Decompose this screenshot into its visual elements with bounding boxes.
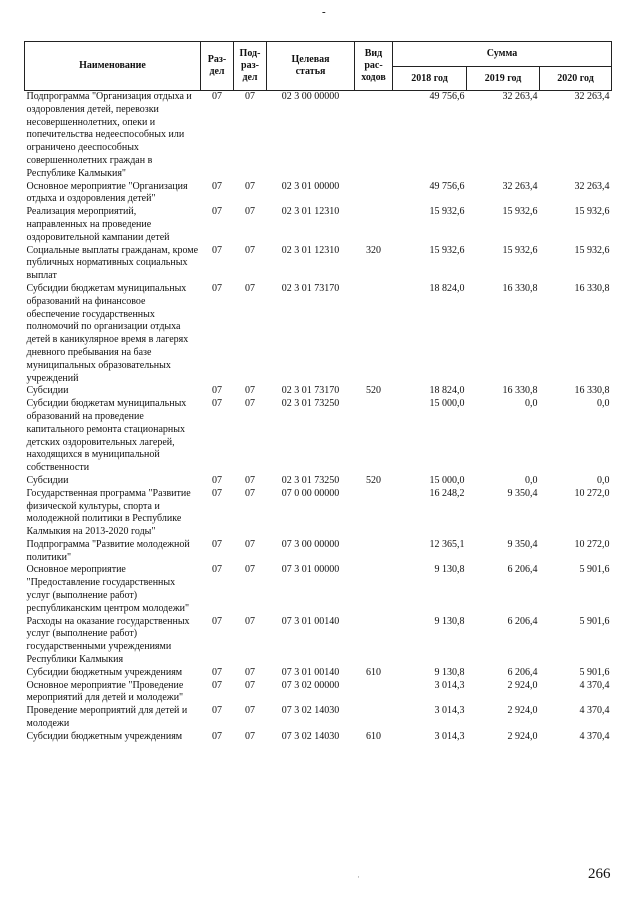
- row-razdel: 07: [212, 180, 222, 192]
- row-vid-rashodov: [355, 398, 393, 475]
- row-vid-rashodov: [355, 616, 393, 667]
- table-row: [25, 385, 612, 398]
- row-sum-2018: 3 014,3: [434, 730, 465, 742]
- row-razdel: 07: [212, 730, 222, 742]
- row-razdel: 07: [212, 474, 222, 486]
- row-sum-2018: 18 824,0: [429, 385, 465, 397]
- row-celevaya-statya: 02 3 01 73250: [281, 398, 340, 410]
- row-celevaya-statya: 07 3 00 00000: [281, 538, 340, 550]
- table-row: [25, 398, 612, 475]
- row-razdel: 07: [212, 615, 222, 627]
- header-year-2018: 2018 год: [393, 67, 467, 91]
- row-vid-rashodov: [355, 283, 393, 385]
- header-vid-rashodov: Вид рас- ходов: [355, 42, 393, 91]
- row-sum-2018: 15 000,0: [429, 474, 465, 486]
- table-row: [25, 539, 612, 565]
- row-sum-2020: 4 370,4: [579, 730, 610, 742]
- row-sum-2019: 9 350,4: [507, 538, 538, 550]
- row-podrazdel: 07: [245, 385, 255, 397]
- row-name: Основное мероприятие "Проведение мероприятий для детей и молодежи": [26, 679, 184, 704]
- header-name: Наименование: [25, 42, 201, 91]
- row-sum-2020: 5 901,6: [579, 564, 610, 576]
- row-name: Подпрограмма "Организация отдыха и оздоровления детей, перевозки несовершеннолетних, опеки и попечительства недееспособных или ограничено дееспособных совершеннолетних граждан в Республике Калмыкия": [26, 91, 192, 179]
- row-podrazdel: 07: [245, 730, 255, 742]
- header-year-2020: 2020 год: [540, 67, 612, 91]
- row-podrazdel: 07: [245, 282, 255, 294]
- row-vid-rashodov: [355, 488, 393, 539]
- row-celevaya-statya: 02 3 01 00000: [281, 180, 340, 192]
- table-row: [25, 206, 612, 244]
- table-header: [25, 42, 612, 91]
- row-razdel: 07: [212, 206, 222, 218]
- row-name: Расходы на оказание государственных услуг (выполнение работ) государственными учреждениями Республики Калмыкия: [26, 615, 190, 666]
- row-name: Субсидии: [26, 385, 69, 397]
- table-row: [25, 705, 612, 731]
- row-sum-2020: 4 370,4: [579, 705, 610, 717]
- page-number: 266: [588, 866, 611, 882]
- row-razdel: 07: [212, 385, 222, 397]
- row-razdel: 07: [212, 666, 222, 678]
- row-sum-2020: 15 932,6: [574, 244, 610, 256]
- row-razdel: 07: [212, 705, 222, 717]
- row-celevaya-statya: 07 3 01 00140: [281, 615, 340, 627]
- row-sum-2019: 15 932,6: [502, 244, 538, 256]
- row-sum-2020: 5 901,6: [579, 666, 610, 678]
- row-sum-2019: 32 263,4: [502, 91, 538, 102]
- row-sum-2019: 2 924,0: [507, 679, 538, 691]
- row-podrazdel: 07: [245, 474, 255, 486]
- row-razdel: 07: [212, 244, 222, 256]
- header-summa: Сумма: [393, 42, 612, 67]
- row-podrazdel: 07: [245, 679, 255, 691]
- row-vid-rashodov: [355, 564, 393, 615]
- row-name: Основное мероприятие "Организация отдыха и оздоровления детей": [26, 180, 188, 205]
- row-sum-2018: 15 932,6: [429, 206, 465, 218]
- row-vid-rashodov: 610: [366, 666, 381, 678]
- row-razdel: 07: [212, 398, 222, 410]
- table-row: [25, 488, 612, 539]
- row-podrazdel: 07: [245, 538, 255, 550]
- row-sum-2020: 32 263,4: [574, 180, 610, 192]
- row-vid-rashodov: 320: [366, 244, 381, 256]
- row-sum-2019: 6 206,4: [507, 615, 538, 627]
- row-celevaya-statya: 07 3 01 00000: [281, 564, 340, 576]
- row-sum-2018: 9 130,8: [434, 564, 465, 576]
- row-sum-2019: 6 206,4: [507, 564, 538, 576]
- row-razdel: 07: [212, 282, 222, 294]
- row-sum-2019: 0,0: [525, 398, 538, 410]
- row-podrazdel: 07: [245, 705, 255, 717]
- row-podrazdel: 07: [245, 206, 255, 218]
- row-sum-2018: 49 756,6: [429, 180, 465, 192]
- row-sum-2020: 0,0: [597, 474, 610, 486]
- table-row: [25, 564, 612, 615]
- row-sum-2019: 6 206,4: [507, 666, 538, 678]
- row-name: Подпрограмма "Развитие молодежной политики": [26, 538, 190, 563]
- row-celevaya-statya: 02 3 01 12310: [281, 206, 340, 218]
- row-vid-rashodov: [355, 680, 393, 706]
- row-name: Субсидии бюджетам муниципальных образований на финансовое обеспечение государственных полномочий по организации отдыха детей в каникулярное время в лагерях дневного пребывания на базе муниципальных образовательных учреждений: [26, 282, 189, 384]
- table-body: [25, 91, 612, 744]
- row-sum-2020: 16 330,8: [574, 282, 610, 294]
- header-year-2019: 2019 год: [467, 67, 540, 91]
- row-name: Государственная программа "Развитие физической культуры, спорта и молодежной политики в Республике Калмыкия на 2013-2020 годы": [26, 487, 191, 538]
- row-sum-2019: 2 924,0: [507, 705, 538, 717]
- row-sum-2018: 16 248,2: [429, 487, 465, 499]
- row-celevaya-statya: 02 3 01 73250: [281, 474, 340, 486]
- table-row: [25, 616, 612, 667]
- budget-table: [24, 41, 612, 744]
- row-sum-2018: 12 365,1: [429, 538, 465, 550]
- row-celevaya-statya: 02 3 01 73170: [281, 282, 340, 294]
- row-celevaya-statya: 02 3 01 73170: [281, 385, 340, 397]
- row-sum-2020: 15 932,6: [574, 206, 610, 218]
- row-razdel: 07: [212, 538, 222, 550]
- row-vid-rashodov: 520: [366, 474, 381, 486]
- row-sum-2019: 15 932,6: [502, 206, 538, 218]
- row-vid-rashodov: 520: [366, 385, 381, 397]
- row-sum-2020: 16 330,8: [574, 385, 610, 397]
- row-podrazdel: 07: [245, 180, 255, 192]
- row-sum-2019: 0,0: [525, 474, 538, 486]
- row-sum-2018: 18 824,0: [429, 282, 465, 294]
- row-vid-rashodov: [355, 181, 393, 207]
- table-row: [25, 680, 612, 706]
- row-celevaya-statya: 07 3 02 14030: [281, 705, 340, 717]
- header-razdel: Раз- дел: [201, 42, 234, 91]
- row-name: Основное мероприятие "Предоставление государственных услуг (выполнение работ) республиканским центром молодежи": [26, 564, 190, 614]
- row-sum-2020: 32 263,4: [574, 91, 610, 102]
- row-podrazdel: 07: [245, 615, 255, 627]
- row-sum-2018: 49 756,6: [429, 91, 465, 102]
- row-podrazdel: 07: [245, 564, 255, 576]
- row-sum-2019: 32 263,4: [502, 180, 538, 192]
- row-podrazdel: 07: [245, 91, 255, 102]
- top-mark: -: [322, 6, 326, 18]
- row-name: Проведение мероприятий для детей и молодежи: [26, 705, 188, 730]
- row-name: Субсидии бюджетным учреждениям: [26, 666, 183, 678]
- row-sum-2018: 3 014,3: [434, 705, 465, 717]
- row-sum-2020: 5 901,6: [579, 615, 610, 627]
- row-sum-2020: 0,0: [597, 398, 610, 410]
- row-sum-2019: 9 350,4: [507, 487, 538, 499]
- row-sum-2019: 2 924,0: [507, 730, 538, 742]
- row-razdel: 07: [212, 487, 222, 499]
- row-sum-2018: 9 130,8: [434, 615, 465, 627]
- row-podrazdel: 07: [245, 244, 255, 256]
- row-vid-rashodov: [355, 539, 393, 565]
- table-row: [25, 731, 612, 744]
- row-razdel: 07: [212, 91, 222, 102]
- row-sum-2018: 15 000,0: [429, 398, 465, 410]
- row-vid-rashodov: 610: [366, 730, 381, 742]
- row-name: Реализация мероприятий, направленных на проведение оздоровительной кампании детей: [26, 206, 170, 243]
- row-razdel: 07: [212, 679, 222, 691]
- table-row: [25, 667, 612, 680]
- row-sum-2019: 16 330,8: [502, 385, 538, 397]
- row-sum-2018: 3 014,3: [434, 679, 465, 691]
- row-vid-rashodov: [355, 705, 393, 731]
- row-celevaya-statya: 07 3 01 00140: [281, 666, 340, 678]
- row-celevaya-statya: 07 3 02 00000: [281, 679, 340, 691]
- row-sum-2020: 10 272,0: [574, 538, 610, 550]
- row-sum-2020: 4 370,4: [579, 679, 610, 691]
- row-vid-rashodov: [355, 206, 393, 244]
- row-celevaya-statya: 02 3 00 00000: [281, 91, 340, 102]
- table-row: [25, 181, 612, 207]
- row-sum-2018: 15 932,6: [429, 244, 465, 256]
- row-name: Субсидии: [26, 474, 69, 486]
- row-name: Субсидии бюджетам муниципальных образований на проведение капитального ремонта стационарных детских оздоровительных лагерей, находящихся в муниципальной собственности: [26, 398, 187, 474]
- row-sum-2020: 10 272,0: [574, 487, 610, 499]
- row-name: Социальные выплаты гражданам, кроме публичных нормативных социальных выплат: [26, 244, 199, 282]
- row-razdel: 07: [212, 564, 222, 576]
- scan-dot: ·: [357, 872, 360, 882]
- table-row: [25, 91, 612, 181]
- header-podrazdel: Под- раз- дел: [234, 42, 267, 91]
- row-podrazdel: 07: [245, 666, 255, 678]
- table-row: [25, 245, 612, 283]
- table-row: [25, 475, 612, 488]
- table-row: [25, 283, 612, 385]
- row-sum-2019: 16 330,8: [502, 282, 538, 294]
- row-name: Субсидии бюджетным учреждениям: [26, 730, 183, 742]
- row-celevaya-statya: 02 3 01 12310: [281, 244, 340, 256]
- row-sum-2018: 9 130,8: [434, 666, 465, 678]
- row-vid-rashodov: [355, 91, 393, 181]
- row-celevaya-statya: 07 3 02 14030: [281, 730, 340, 742]
- header-celevaya-statya: Целевая статья: [267, 42, 355, 91]
- row-podrazdel: 07: [245, 487, 255, 499]
- row-celevaya-statya: 07 0 00 00000: [281, 487, 340, 499]
- row-podrazdel: 07: [245, 398, 255, 410]
